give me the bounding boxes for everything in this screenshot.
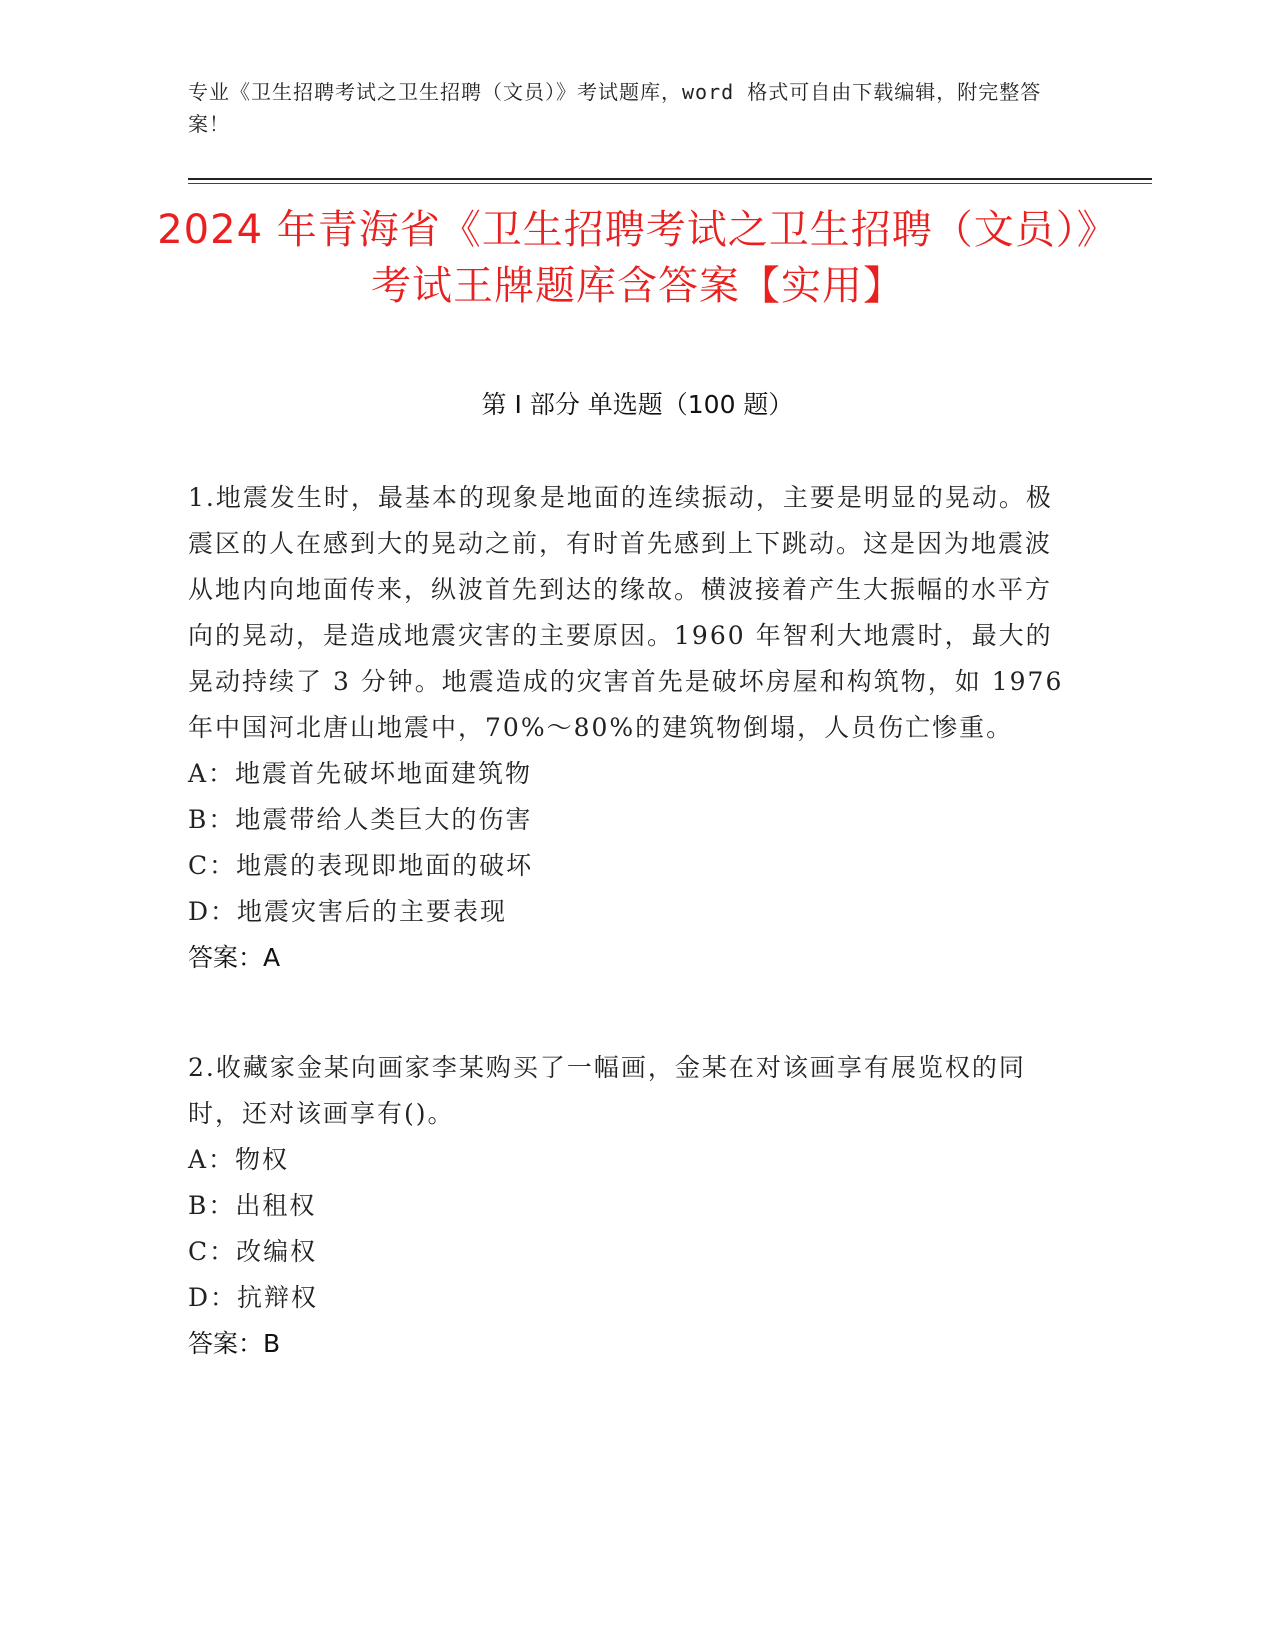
option-c: C：改编权 (188, 1237, 318, 1266)
question-1 (188, 475, 1068, 981)
section-title: 第 I 部分 单选题（100 题） (481, 390, 794, 419)
answer: 答案：A (188, 943, 281, 972)
option-d: D：抗辩权 (188, 1283, 319, 1312)
answer: 答案：B (188, 1329, 281, 1358)
question-list (188, 475, 1068, 1431)
header-note: 专业《卫生招聘考试之卫生招聘（文员）》考试题库，word 格式可自由下载编辑，附完整答案！ (188, 80, 1042, 136)
document-title: 2024 年青海省《卫生招聘考试之卫生招聘（文员）》考试王牌题库含答案【实用】 (157, 207, 1118, 309)
question-stem: 2.收藏家金某向画家李某购买了一幅画，金某在对该画享有展览权的同时，还对该画享有()。 (188, 1053, 1026, 1128)
header-divider-thin (188, 183, 1152, 184)
question-2 (188, 1045, 1068, 1367)
header-divider (188, 178, 1152, 180)
option-d: D：地震灾害后的主要表现 (188, 897, 508, 926)
option-c: C：地震的表现即地面的破坏 (188, 851, 534, 880)
option-b: B：出租权 (188, 1191, 317, 1220)
option-b: B：地震带给人类巨大的伤害 (188, 805, 533, 834)
option-a: A：地震首先破坏地面建筑物 (188, 759, 533, 788)
option-a: A：物权 (188, 1145, 290, 1174)
question-stem: 1.地震发生时，最基本的现象是地面的连续振动，主要是明显的晃动。极震区的人在感到大的晃动之前，有时首先感到上下跳动。这是因为地震波从地内向地面传来，纵波首先到达的缘故。横波接着产生大振幅的水平方向的晃动，是造成地震灾害的主要原因。1960 年智利大地震时，最大的晃动持续了 3 分钟。地震造成的灾害首先是破坏房屋和构筑物，如 1976 年中国河北唐山地震中，70%～80%的建筑物倒塌，人员伤亡惨重。 (188, 483, 1064, 742)
